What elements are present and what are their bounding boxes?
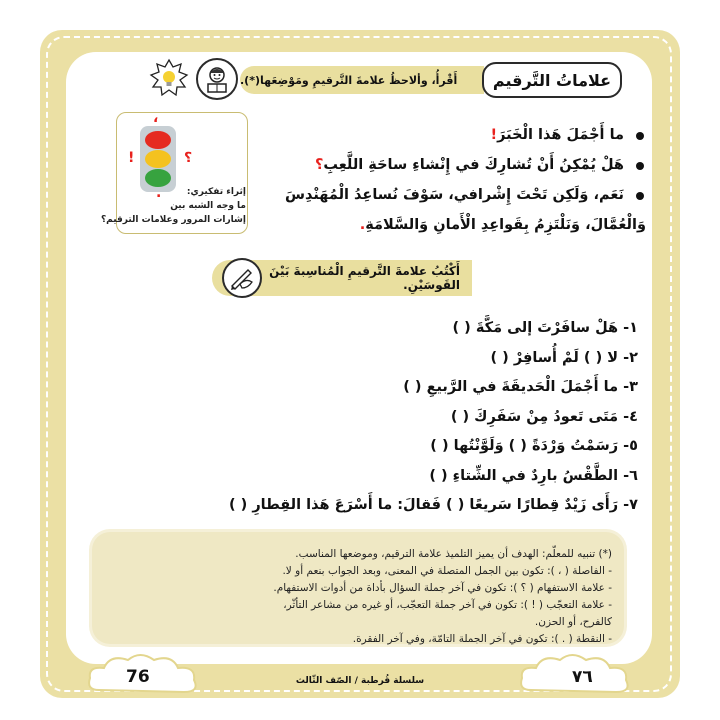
reading-instruction: أَقْرأُ، وألاحظُ علامةَ التَّرقيمِ ومَوْضِعَها(*). bbox=[240, 66, 484, 94]
teacher-note: (*) تنبيه للمعلّم: الهدف أن يميز التلميذ علامة الترقيم، وموضعها المناسب. - الفاصلة ( ، ): تكون بين الجمل المتصلة في المعنى، وبعد الجواب بنعم أو لا. - علامة الاستفهام ( ؟ ): تكون في آخر جملة السؤال بأداة من أدوات الاستفهام. - علامة التعجّب ( ! ): تكون في آخر جملة التعجّب، أو غيره من مشاعر التأثّر، كالفرح، أو الحزن. - النقطة ( . ): تكون في آخر الجملة التامّة، وفي آخر الفقرة. bbox=[273, 548, 612, 645]
example-sentence: نَعَم، وَلَكِن تَحْتَ إِشْرافي، سَوْفَ نُساعِدُ الْمُهَنْدِسَ bbox=[266, 180, 646, 210]
exercise-item: ١- هَلْ سافَرْتَ إلى مَكَّةَ ( ) bbox=[452, 320, 638, 336]
exercise-instruction: أَكْتُبُ علامةَ التَّرقيمِ الْمُناسِبةَ بَيْنَ القَوسَيْنِ. bbox=[212, 260, 472, 296]
exercise-item: ٤- مَتَى تَعودُ مِنْ سَفَرِكَ ( ) bbox=[450, 408, 638, 425]
example-sentence: ما أَجْمَلَ هَذا الْخَبَرَ! bbox=[266, 120, 646, 150]
punctuation-mark: ! bbox=[490, 127, 498, 143]
question-mark: ؟ bbox=[184, 150, 193, 166]
lesson-title: علاماتُ التَّرقيم bbox=[482, 62, 622, 98]
reading-boy-icon bbox=[196, 58, 238, 100]
punctuation-mark: . bbox=[359, 217, 366, 233]
example-sentences bbox=[266, 120, 646, 240]
example-sentence-continuation: وَالْعُمَّالَ، وَنَلْتَزِمُ بِقَواعِدِ الْأَمانِ وَالسَّلامَةِ. bbox=[359, 217, 646, 233]
page-number-arabic: ٧٦ bbox=[572, 667, 593, 687]
exercise-list bbox=[178, 314, 638, 521]
period-mark: . bbox=[156, 185, 162, 201]
exercise-item: ٧- رَأَى زَيْدٌ قِطارًا سَريعًا ( ) فَقالَ: ما أَسْرَعَ هَذا القِطارِ ( ) bbox=[228, 497, 638, 513]
exercise-item: ٣- ما أَجْمَلَ الْحَديقَةَ في الرَّبيعِ ( ) bbox=[403, 379, 638, 395]
punctuation-mark: ؟ bbox=[314, 157, 324, 173]
exercise-item: ٦- الطَّقْسُ بارِدٌ في الشِّتاءِ ( ) bbox=[429, 467, 638, 484]
comma-mark: ، bbox=[153, 110, 159, 126]
series-title: سلسلة قُرطبة / الصّف الثّالث bbox=[295, 676, 425, 686]
red-light bbox=[145, 131, 171, 149]
exercise-item: ٢- لا ( ) لَمْ أُسافِرْ ( ) bbox=[490, 349, 638, 366]
writing-hand-icon bbox=[222, 258, 262, 298]
thinking-question: إثراء تفكيري: ما وجه الشبه بين إشارات المرور وعلامات الترقيم؟ bbox=[100, 187, 246, 225]
exclamation-mark: ! bbox=[128, 150, 135, 166]
lightbulb-icon bbox=[148, 58, 190, 100]
exercise-item: ٥- رَسَمْتُ وَرْدَةً ( ) وَلَوَّنْتُها ( ) bbox=[430, 438, 638, 454]
page-number-latin: 76 bbox=[126, 667, 150, 687]
yellow-light bbox=[145, 150, 171, 168]
example-sentence: هَلْ يُمْكِنُ أَنْ تُشارِكَ في إِنْشاءِ ساحَةِ اللَّعِبِ؟ bbox=[266, 150, 646, 180]
